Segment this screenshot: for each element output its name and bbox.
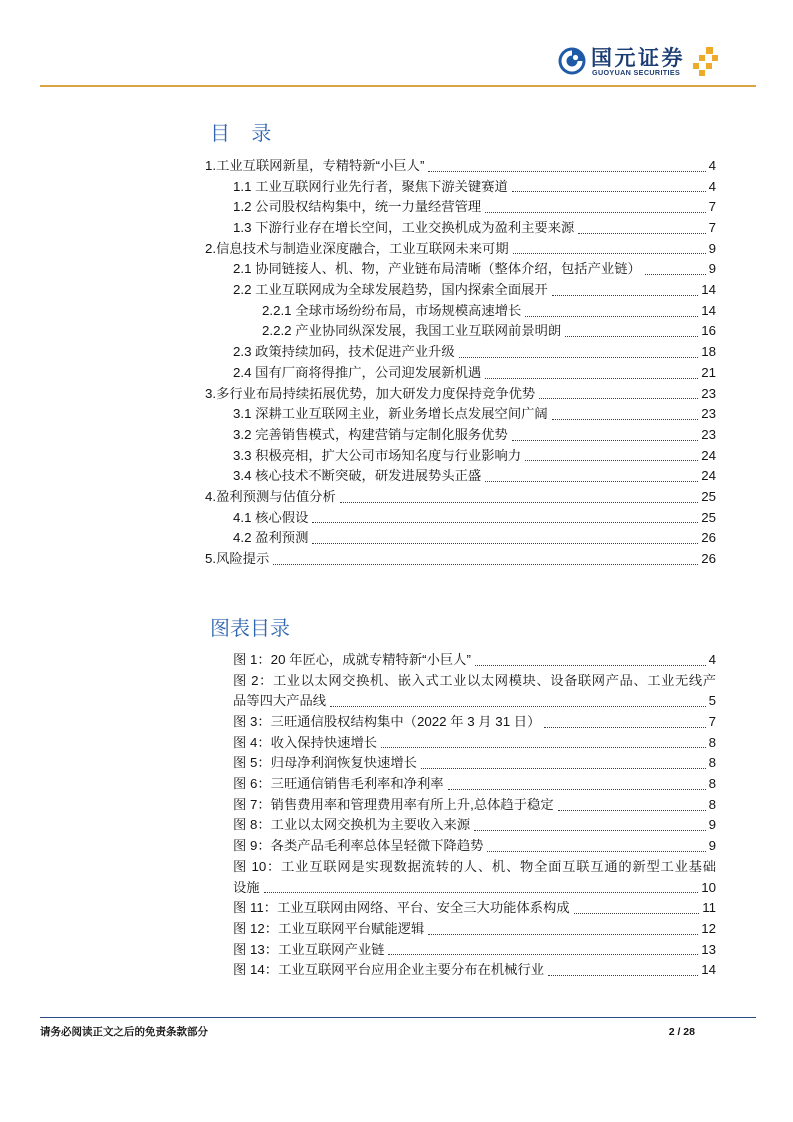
toc-entry-page-number: 26 [701, 551, 716, 567]
figure-entry-line [233, 795, 716, 816]
toc-entry-title: 2.3 政策持续加码，技术促进产业升级 [233, 344, 455, 360]
dot-leader [485, 481, 698, 482]
figure-entry-line [233, 940, 716, 961]
toc-entry-page-number: 14 [701, 302, 716, 318]
figure-entry-title: 图 6：三旺通信销售毛利率和净利率 [233, 776, 444, 792]
figure-entry-line [233, 733, 716, 754]
figure-list-entry[interactable] [233, 650, 716, 671]
emblem-dot [573, 55, 578, 60]
toc-entry-page-number: 14 [701, 282, 716, 298]
figure-entry-page-number: 13 [701, 941, 716, 957]
brand-name-en: GUOYUAN SECURITIES [592, 68, 681, 77]
toc-entry-title: 1.3 下游行业存在增长空间，工业交换机成为盈利主要来源 [233, 220, 575, 236]
figure-entry-line [233, 878, 716, 899]
figure-list-entry[interactable] [233, 836, 716, 857]
figure-list-entry[interactable] [233, 898, 716, 919]
figure-entry-title: 设施 [233, 879, 260, 895]
figure-entry-line [233, 691, 716, 712]
dot-leader [475, 665, 706, 666]
toc-entry-page-number: 24 [701, 468, 716, 484]
pixel-square [706, 63, 712, 69]
toc-subsubsection-entry[interactable] [205, 322, 716, 343]
figure-entry-title: 图 14：工业互联网平台应用企业主要分布在机械行业 [233, 962, 545, 978]
figure-entry-title: 图 13：工业互联网产业链 [233, 941, 385, 957]
figure-entry-title: 图 8：工业以太网交换机为主要收入来源 [233, 817, 471, 833]
toc-entry-title: 3.多行业布局持续拓展优势，加大研发力度保持竞争优势 [205, 385, 536, 401]
toc-entry-page-number: 4 [708, 178, 716, 194]
toc-entry-page-number: 9 [708, 261, 716, 277]
toc-section-entry[interactable] [205, 239, 716, 260]
figure-entry-page-number: 7 [708, 714, 716, 730]
toc-section-entry[interactable] [205, 156, 716, 177]
toc-entry-page-number: 21 [701, 364, 716, 380]
toc-entry-page-number: 24 [701, 447, 716, 463]
toc-subsection-entry[interactable] [205, 446, 716, 467]
figure-entry-page-number: 12 [701, 920, 716, 936]
pixel-square [699, 70, 705, 76]
pixel-square [706, 47, 713, 54]
dot-leader [381, 747, 706, 748]
figure-list-entry[interactable] [233, 774, 716, 795]
figure-entry-page-number: 14 [701, 962, 716, 978]
figure-entry-line [233, 919, 716, 940]
dot-leader [558, 810, 706, 811]
dot-leader [312, 522, 698, 523]
pixel-square [699, 55, 705, 61]
dot-leader [512, 440, 698, 441]
toc-entry-page-number: 7 [708, 220, 716, 236]
toc-entry-page-number: 26 [701, 530, 716, 546]
gold-pixel-mark-icon [693, 46, 719, 76]
dot-leader [574, 913, 700, 914]
figure-list-entry[interactable] [233, 712, 716, 733]
toc-subsection-entry[interactable] [205, 342, 716, 363]
toc-entry-title: 4.1 核心假设 [233, 509, 309, 525]
toc-entry-page-number: 25 [701, 509, 716, 525]
dot-leader [578, 233, 705, 234]
toc-entry-title: 3.3 积极亮相，扩大公司市场知名度与行业影响力 [233, 447, 522, 463]
figure-entry-page-number: 8 [708, 755, 716, 771]
dot-leader [544, 727, 705, 728]
toc-subsection-entry[interactable] [205, 466, 716, 487]
dot-leader [448, 789, 706, 790]
figure-list-entry[interactable] [233, 960, 716, 981]
dot-leader [330, 706, 706, 707]
figure-entry-title: 品等四大产品线 [233, 693, 327, 709]
figure-entry-page-number: 5 [708, 693, 716, 709]
dot-leader [565, 336, 698, 337]
toc-subsection-entry[interactable] [205, 259, 716, 280]
dot-leader [474, 830, 705, 831]
figure-entry-line [233, 712, 716, 733]
dot-leader [552, 295, 698, 296]
figure-entry-title: 图 9：各类产品毛利率总体呈轻微下降趋势 [233, 838, 484, 854]
toc-entry-title: 4.2 盈利预测 [233, 530, 309, 546]
figure-entry-line [233, 816, 716, 837]
figure-list-entry[interactable] [233, 671, 716, 712]
toc-subsection-entry[interactable] [205, 177, 716, 198]
toc-subsection-entry[interactable] [205, 363, 716, 384]
dot-leader [512, 191, 706, 192]
figure-list-entry[interactable] [233, 795, 716, 816]
table-of-contents [205, 156, 716, 570]
toc-entry-title: 5.风险提示 [205, 551, 270, 567]
report-header-logo [558, 44, 722, 78]
figure-entry-page-number: 8 [708, 734, 716, 750]
toc-entry-title: 2.1 协同链接人、机、物，产业链布局清晰（整体介绍，包括产业链） [233, 261, 641, 277]
figure-entry-page-number: 9 [708, 817, 716, 833]
dot-leader [421, 768, 706, 769]
toc-entry-page-number: 4 [708, 157, 716, 173]
figure-entry-line [233, 650, 716, 671]
figure-entry-line [233, 671, 716, 692]
toc-subsection-entry[interactable] [205, 218, 716, 239]
figure-entry-title: 图 5：归母净利润恢复快速增长 [233, 755, 417, 771]
toc-entry-page-number: 23 [701, 406, 716, 422]
toc-entry-title: 2.4 国有厂商将得推广，公司迎发展新机遇 [233, 364, 482, 380]
footer-rule [40, 1017, 756, 1018]
toc-entry-page-number: 23 [701, 385, 716, 401]
figure-entry-line [233, 774, 716, 795]
figure-entry-line [233, 753, 716, 774]
toc-section-entry[interactable] [205, 549, 716, 570]
toc-entry-page-number: 7 [708, 199, 716, 215]
toc-entry-title: 2.2.1 全球市场纷纷布局，市场规模高速增长 [262, 302, 522, 318]
toc-heading: 目 录 [210, 121, 272, 145]
footer-disclaimer: 请务必阅读正文之后的免责条款部分 [40, 1026, 208, 1038]
toc-entry-title: 1.工业互联网新星，专精特新“小巨人” [205, 157, 425, 173]
toc-subsection-entry[interactable] [205, 280, 716, 301]
dot-leader [312, 543, 698, 544]
figure-entry-page-number: 8 [708, 796, 716, 812]
figure-list-heading: 图表目录 [210, 616, 290, 640]
figure-entry-line [233, 857, 716, 878]
figure-entry-page-number: 8 [708, 776, 716, 792]
pixel-square [693, 63, 699, 69]
list-of-figures [233, 650, 716, 981]
dot-leader [525, 460, 698, 461]
toc-entry-page-number: 23 [701, 426, 716, 442]
dot-leader [552, 419, 698, 420]
toc-section-entry[interactable] [205, 384, 716, 405]
dot-leader [340, 502, 698, 503]
figure-entry-title: 图 12：工业互联网平台赋能逻辑 [233, 920, 425, 936]
toc-subsection-entry[interactable] [205, 508, 716, 529]
toc-entry-title: 2.信息技术与制造业深度融合，工业互联网未来可期 [205, 240, 509, 256]
figure-list-entry[interactable] [233, 733, 716, 754]
figure-entry-line [233, 960, 716, 981]
dot-leader [485, 378, 698, 379]
pixel-square [712, 55, 718, 61]
figure-entry-title: 图 7：销售费用率和管理费用率有所上升,总体趋于稳定 [233, 796, 554, 812]
figure-entry-page-number: 11 [702, 900, 716, 916]
dot-leader [459, 357, 699, 358]
dot-leader [428, 934, 698, 935]
toc-entry-title: 3.4 核心技术不断突破，研发进展势头正盛 [233, 468, 482, 484]
figure-entry-title: 图 10：工业互联网是实现数据流转的人、机、物全面互联互通的新型工业基础 [233, 858, 716, 874]
toc-entry-title: 2.2 工业互联网成为全球发展趋势，国内探索全面展开 [233, 282, 548, 298]
dot-leader [264, 892, 699, 893]
toc-entry-page-number: 16 [701, 323, 716, 339]
dot-leader [388, 954, 698, 955]
figure-entry-title: 图 1：20 年匠心，成就专精特新“小巨人” [233, 651, 471, 667]
toc-entry-title: 2.2.2 产业协同纵深发展，我国工业互联网前景明朗 [262, 323, 562, 339]
figure-list-entry[interactable] [233, 940, 716, 961]
toc-subsection-entry[interactable] [205, 528, 716, 549]
toc-entry-title: 4.盈利预测与估值分析 [205, 488, 336, 504]
figure-list-entry[interactable] [233, 919, 716, 940]
toc-entry-title: 3.1 深耕工业互联网主业，新业务增长点发展空间广阔 [233, 406, 548, 422]
figure-list-entry[interactable] [233, 857, 716, 898]
figure-list-entry[interactable] [233, 816, 716, 837]
figure-entry-line [233, 836, 716, 857]
toc-entry-title: 1.2 公司股权结构集中，统一力量经营管理 [233, 199, 482, 215]
figure-entry-title: 图 4：收入保持快速增长 [233, 734, 378, 750]
toc-entry-title: 1.1 工业互联网行业先行者，聚焦下游关键赛道 [233, 178, 508, 194]
toc-entry-title: 3.2 完善销售模式，构建营销与定制化服务优势 [233, 426, 508, 442]
dot-leader [548, 975, 698, 976]
dot-leader [525, 316, 698, 317]
dot-leader [645, 274, 706, 275]
figure-entry-title: 图 11：工业互联网由网络、平台、安全三大功能体系构成 [233, 900, 570, 916]
toc-subsection-entry[interactable] [205, 404, 716, 425]
figure-entry-line [233, 898, 716, 919]
toc-subsection-entry[interactable] [205, 425, 716, 446]
figure-list-entry[interactable] [233, 753, 716, 774]
toc-entry-page-number: 18 [701, 344, 716, 360]
figure-entry-page-number: 9 [708, 838, 716, 854]
dot-leader [487, 851, 705, 852]
page-indicator: 2 / 28 [668, 1026, 695, 1038]
toc-entry-page-number: 9 [708, 240, 716, 256]
dot-leader [485, 212, 705, 213]
figure-entry-title: 图 2：工业以太网交换机、嵌入式工业以太网模块、设备联网产品、工业无线产 [233, 672, 716, 688]
figure-entry-page-number: 4 [708, 651, 716, 667]
toc-section-entry[interactable] [205, 487, 716, 508]
header-rule [40, 85, 756, 87]
brand-name-cn: 国元证券 [591, 46, 685, 70]
toc-entry-page-number: 25 [701, 488, 716, 504]
figure-entry-page-number: 10 [701, 879, 716, 895]
figure-entry-title: 图 3：三旺通信股权结构集中（2022 年 3 月 31 日） [233, 714, 541, 730]
dot-leader [513, 253, 706, 254]
dot-leader [273, 564, 698, 565]
guoyuan-emblem-icon [558, 47, 586, 75]
toc-subsection-entry[interactable] [205, 197, 716, 218]
toc-subsubsection-entry[interactable] [205, 301, 716, 322]
dot-leader [539, 398, 698, 399]
dot-leader [428, 171, 705, 172]
